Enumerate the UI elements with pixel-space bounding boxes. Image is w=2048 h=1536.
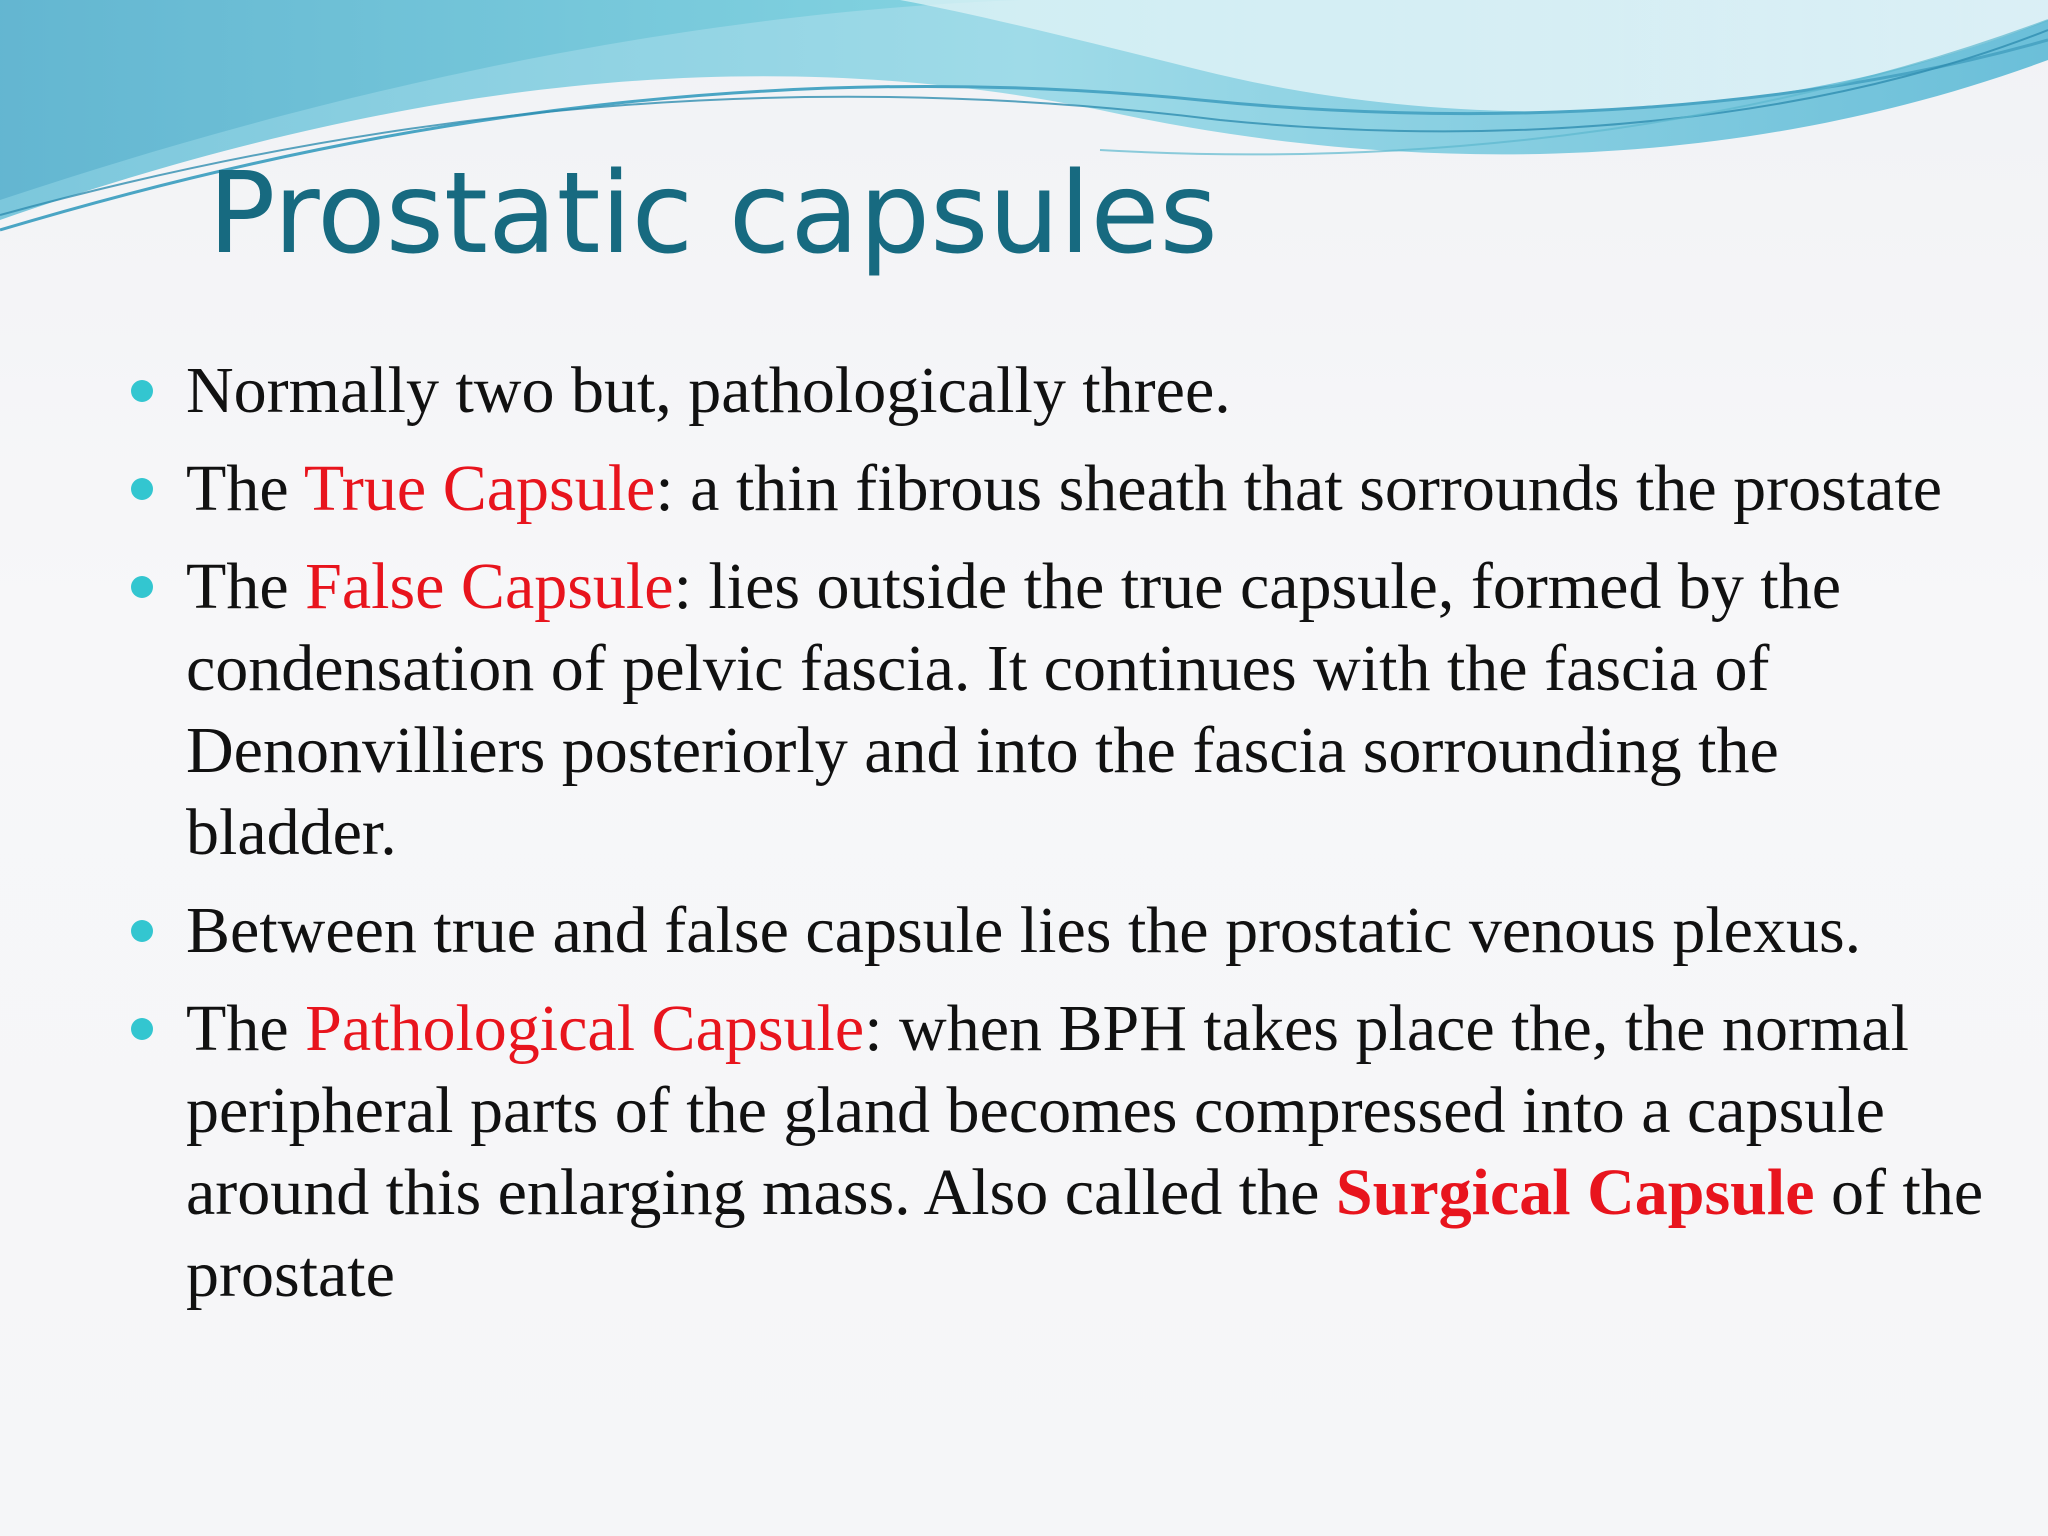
bullet-dot-icon	[131, 1018, 153, 1040]
bullet-prefix: The	[186, 452, 304, 525]
bullet-dot-icon	[131, 920, 153, 942]
surgical-capsule-term: Surgical Capsule	[1335, 1156, 1815, 1229]
false-capsule-term: False Capsule	[305, 550, 674, 623]
bullet-suffix: of the prostate	[186, 1156, 1984, 1311]
bullet-prefix: The	[186, 992, 306, 1065]
bullet-text: : a thin fibrous sheath that sorrounds the prostate	[655, 452, 1943, 525]
bullet-item-2	[186, 448, 1986, 530]
bullet-text: Between true and false capsule lies the prostatic venous plexus.	[186, 894, 1862, 967]
bullet-item-5	[186, 988, 1986, 1316]
bullet-item-3	[186, 546, 1986, 874]
true-capsule-term: True Capsule	[303, 452, 656, 525]
bullet-text: Normally two but, pathologically three.	[186, 354, 1231, 427]
bullet-prefix: The	[186, 550, 306, 623]
bullet-list	[186, 350, 1986, 1332]
bullet-item-4	[186, 890, 1986, 972]
slide-title: Prostatic capsules	[208, 149, 1218, 279]
bullet-dot-icon	[131, 380, 153, 402]
pathological-capsule-term: Pathological Capsule	[305, 992, 865, 1065]
bullet-text: : lies outside the true capsule, formed by the condensation of pelvic fascia. It continues with the fascia of Denonvilliers posteriorly and into the fascia sorrounding the bladder.	[186, 550, 1842, 869]
bullet-text: : when BPH takes place the, the normal peripheral parts of the gland becomes compressed into a capsule around this enlarging mass. Also called the	[186, 992, 1909, 1229]
bullet-dot-icon	[131, 576, 153, 598]
bullet-item-1	[186, 350, 1986, 432]
bullet-dot-icon	[131, 478, 153, 500]
